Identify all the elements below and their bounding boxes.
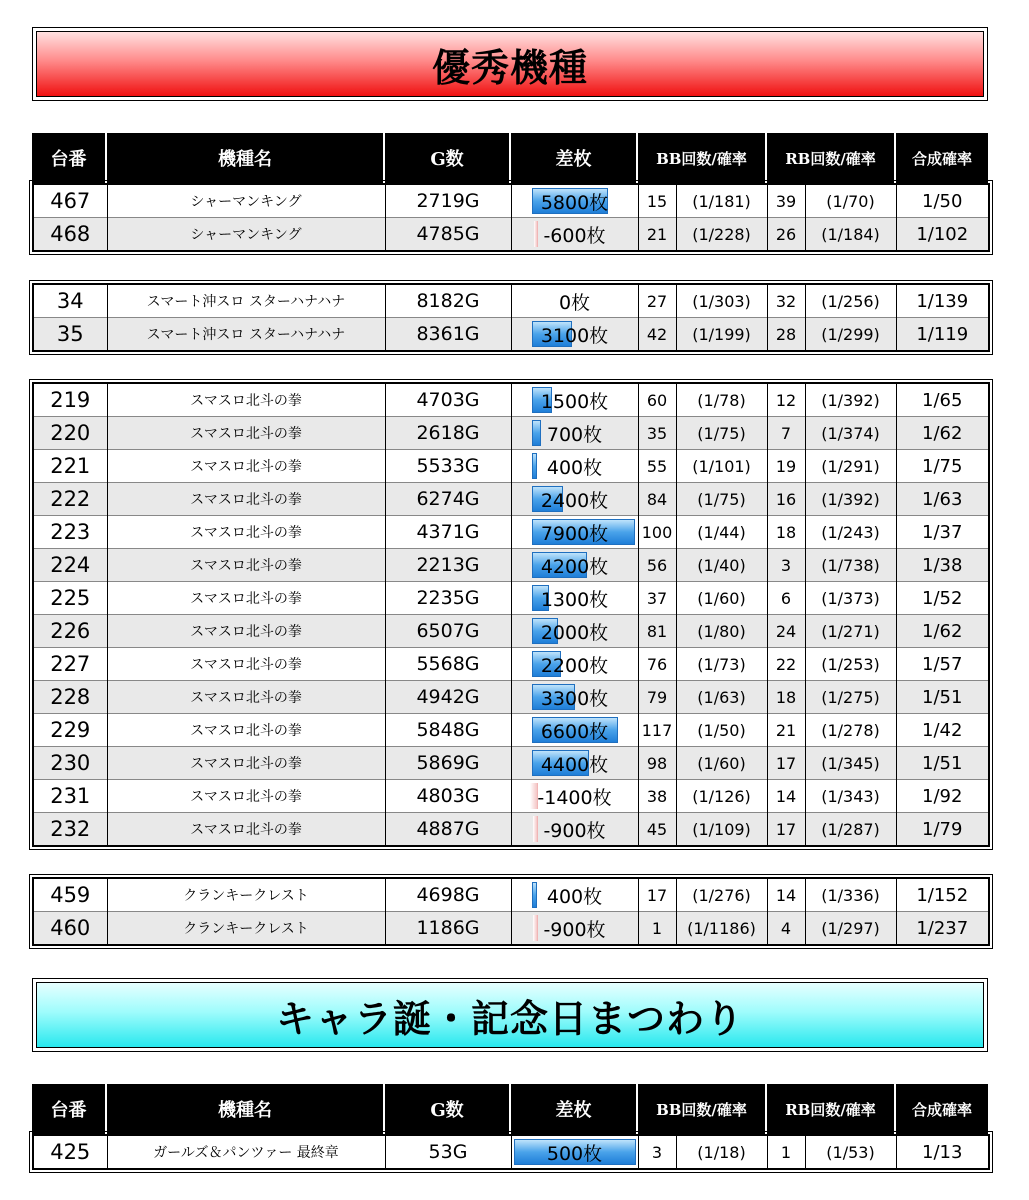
bb-count: 38 <box>638 780 676 813</box>
game-count: 5869G <box>385 747 511 780</box>
table-row <box>33 681 989 714</box>
bb-count: 42 <box>638 318 676 352</box>
bb-count: 21 <box>638 218 676 252</box>
bb-probability: (1/44) <box>676 516 767 549</box>
bb-count: 60 <box>638 383 676 417</box>
game-count: 4371G <box>385 516 511 549</box>
table-row <box>33 549 989 582</box>
bb-probability: (1/181) <box>676 184 767 218</box>
coin-difference-cell <box>511 417 638 450</box>
bb-count: 1 <box>638 912 676 946</box>
machine-name: スマート沖スロ スターハナハナ <box>107 284 385 318</box>
bb-probability: (1/18) <box>676 1135 767 1169</box>
rb-probability: (1/275) <box>805 681 896 714</box>
table-header <box>32 1084 988 1134</box>
machine-name: シャーマンキング <box>107 184 385 218</box>
machine-name: スマスロ北斗の拳 <box>107 648 385 681</box>
coin-difference: 0枚 <box>558 291 591 314</box>
combined-probability: 1/51 <box>896 747 989 780</box>
rb-count: 18 <box>767 681 805 714</box>
table-row <box>33 747 989 780</box>
rb-probability: (1/343) <box>805 780 896 813</box>
rb-count: 32 <box>767 284 805 318</box>
section-title: キャラ誕・記念日まつわり <box>275 996 744 1041</box>
coin-difference-cell <box>511 648 638 681</box>
combined-probability: 1/237 <box>896 912 989 946</box>
section-title: 優秀機種 <box>431 45 588 90</box>
group-table <box>32 877 990 946</box>
rb-count: 24 <box>767 615 805 648</box>
machine-number: 459 <box>33 878 107 912</box>
header-rb: RB回数/確率 <box>766 1084 895 1134</box>
coin-difference: 3300枚 <box>540 687 609 710</box>
machine-number: 222 <box>33 483 107 516</box>
rb-count: 21 <box>767 714 805 747</box>
game-count: 6507G <box>385 615 511 648</box>
rb-probability: (1/278) <box>805 714 896 747</box>
coin-difference-cell <box>511 516 638 549</box>
coin-difference: 3100枚 <box>540 324 609 347</box>
table-row <box>33 780 989 813</box>
game-count: 8182G <box>385 284 511 318</box>
section-banner-chara-birthday <box>32 978 988 1052</box>
rb-count: 4 <box>767 912 805 946</box>
machine-number: 225 <box>33 582 107 615</box>
rb-count: 14 <box>767 780 805 813</box>
table-row <box>33 1135 989 1169</box>
machine-name: シャーマンキング <box>107 218 385 252</box>
coin-difference-cell <box>511 218 638 252</box>
coin-difference-cell <box>511 284 638 318</box>
bb-probability: (1/50) <box>676 714 767 747</box>
combined-probability: 1/51 <box>896 681 989 714</box>
positive-diff-bar <box>532 882 537 908</box>
game-count: 4887G <box>385 813 511 847</box>
header-num: 台番 <box>32 1084 106 1134</box>
table-row <box>33 284 989 318</box>
bb-probability: (1/75) <box>676 417 767 450</box>
combined-probability: 1/62 <box>896 615 989 648</box>
bb-count: 100 <box>638 516 676 549</box>
coin-difference: 5800枚 <box>540 191 609 214</box>
bb-count: 79 <box>638 681 676 714</box>
rb-count: 39 <box>767 184 805 218</box>
bb-count: 76 <box>638 648 676 681</box>
machine-number: 468 <box>33 218 107 252</box>
bb-probability: (1/40) <box>676 549 767 582</box>
machine-number: 223 <box>33 516 107 549</box>
rb-count: 1 <box>767 1135 805 1169</box>
rb-probability: (1/373) <box>805 582 896 615</box>
combined-probability: 1/139 <box>896 284 989 318</box>
bb-count: 84 <box>638 483 676 516</box>
bb-probability: (1/1186) <box>676 912 767 946</box>
header-diff: 差枚 <box>510 1084 637 1134</box>
rb-count: 7 <box>767 417 805 450</box>
group-table <box>32 1134 990 1170</box>
rb-count: 16 <box>767 483 805 516</box>
coin-difference: 4400枚 <box>540 753 609 776</box>
machine-name: スマスロ北斗の拳 <box>107 516 385 549</box>
rb-probability: (1/297) <box>805 912 896 946</box>
coin-difference-cell <box>511 450 638 483</box>
machine-number: 219 <box>33 383 107 417</box>
machine-number: 228 <box>33 681 107 714</box>
machine-number: 232 <box>33 813 107 847</box>
header-rb: RB回数/確率 <box>766 133 895 183</box>
rb-probability: (1/184) <box>805 218 896 252</box>
rb-count: 17 <box>767 747 805 780</box>
machine-number: 220 <box>33 417 107 450</box>
machine-name: スマスロ北斗の拳 <box>107 714 385 747</box>
header-games: G数 <box>384 1084 510 1134</box>
combined-probability: 1/79 <box>896 813 989 847</box>
machine-number: 224 <box>33 549 107 582</box>
game-count: 4803G <box>385 780 511 813</box>
game-count: 5533G <box>385 450 511 483</box>
rb-count: 19 <box>767 450 805 483</box>
machine-name: スマスロ北斗の拳 <box>107 681 385 714</box>
combined-probability: 1/92 <box>896 780 989 813</box>
bb-probability: (1/303) <box>676 284 767 318</box>
coin-difference-cell <box>511 318 638 352</box>
bb-probability: (1/126) <box>676 780 767 813</box>
game-count: 2235G <box>385 582 511 615</box>
bb-count: 37 <box>638 582 676 615</box>
group-table <box>32 183 990 252</box>
table-row <box>33 417 989 450</box>
header-games: G数 <box>384 133 510 183</box>
machine-name: ガールズ＆パンツァー 最終章 <box>107 1135 385 1169</box>
bb-probability: (1/63) <box>676 681 767 714</box>
table-row <box>33 383 989 417</box>
coin-difference: 2200枚 <box>540 654 609 677</box>
table-row <box>33 582 989 615</box>
game-count: 2213G <box>385 549 511 582</box>
game-count: 53G <box>385 1135 511 1169</box>
header-name: 機種名 <box>106 1084 384 1134</box>
coin-difference-cell <box>511 681 638 714</box>
rb-probability: (1/53) <box>805 1135 896 1169</box>
rb-count: 3 <box>767 549 805 582</box>
bb-count: 3 <box>638 1135 676 1169</box>
combined-probability: 1/42 <box>896 714 989 747</box>
coin-difference-cell <box>511 184 638 218</box>
header-name: 機種名 <box>106 133 384 183</box>
rb-probability: (1/392) <box>805 383 896 417</box>
bb-probability: (1/73) <box>676 648 767 681</box>
rb-count: 22 <box>767 648 805 681</box>
machine-number: 231 <box>33 780 107 813</box>
machine-name: スマート沖スロ スターハナハナ <box>107 318 385 352</box>
coin-difference: -900枚 <box>543 819 606 842</box>
combined-probability: 1/65 <box>896 383 989 417</box>
rb-probability: (1/70) <box>805 184 896 218</box>
table-row <box>33 648 989 681</box>
coin-difference: 2000枚 <box>540 621 609 644</box>
rb-probability: (1/256) <box>805 284 896 318</box>
machine-number: 467 <box>33 184 107 218</box>
machine-name: スマスロ北斗の拳 <box>107 615 385 648</box>
machine-name: スマスロ北斗の拳 <box>107 549 385 582</box>
rb-probability: (1/299) <box>805 318 896 352</box>
group-table <box>32 382 990 847</box>
bb-probability: (1/109) <box>676 813 767 847</box>
coin-difference: 6600枚 <box>540 720 609 743</box>
coin-difference-cell <box>511 878 638 912</box>
table-row <box>33 714 989 747</box>
coin-difference-cell <box>511 383 638 417</box>
machine-name: スマスロ北斗の拳 <box>107 747 385 780</box>
coin-difference-cell <box>511 1135 638 1169</box>
coin-difference: -600枚 <box>543 224 606 247</box>
machine-name: スマスロ北斗の拳 <box>107 483 385 516</box>
negative-diff-bar <box>534 221 538 247</box>
machine-name: クランキークレスト <box>107 912 385 946</box>
bb-count: 17 <box>638 878 676 912</box>
bb-probability: (1/101) <box>676 450 767 483</box>
game-count: 4703G <box>385 383 511 417</box>
bb-probability: (1/80) <box>676 615 767 648</box>
bb-count: 81 <box>638 615 676 648</box>
combined-probability: 1/119 <box>896 318 989 352</box>
combined-probability: 1/63 <box>896 483 989 516</box>
bb-count: 56 <box>638 549 676 582</box>
positive-diff-bar <box>532 453 537 479</box>
table-header <box>32 133 988 183</box>
bb-count: 45 <box>638 813 676 847</box>
coin-difference-cell <box>511 483 638 516</box>
rb-probability: (1/374) <box>805 417 896 450</box>
coin-difference-cell <box>511 912 638 946</box>
rb-probability: (1/287) <box>805 813 896 847</box>
negative-diff-bar <box>533 915 538 941</box>
bb-count: 98 <box>638 747 676 780</box>
combined-probability: 1/38 <box>896 549 989 582</box>
section-banner-excellent <box>32 27 988 101</box>
machine-name: クランキークレスト <box>107 878 385 912</box>
machine-number: 227 <box>33 648 107 681</box>
combined-probability: 1/62 <box>896 417 989 450</box>
coin-difference: -1400枚 <box>537 786 612 809</box>
game-count: 5848G <box>385 714 511 747</box>
bb-probability: (1/60) <box>676 582 767 615</box>
table-row <box>33 218 989 252</box>
coin-difference-cell <box>511 549 638 582</box>
header-comb: 合成確率 <box>895 1084 988 1134</box>
game-count: 4785G <box>385 218 511 252</box>
game-count: 6274G <box>385 483 511 516</box>
bb-probability: (1/228) <box>676 218 767 252</box>
table-row <box>33 450 989 483</box>
coin-difference: -900枚 <box>543 918 606 941</box>
header-num: 台番 <box>32 133 106 183</box>
coin-difference-cell <box>511 780 638 813</box>
machine-name: スマスロ北斗の拳 <box>107 582 385 615</box>
bb-count: 117 <box>638 714 676 747</box>
game-count: 4698G <box>385 878 511 912</box>
combined-probability: 1/13 <box>896 1135 989 1169</box>
coin-difference: 400枚 <box>546 456 603 479</box>
rb-count: 6 <box>767 582 805 615</box>
rb-probability: (1/392) <box>805 483 896 516</box>
coin-difference: 500枚 <box>546 1142 603 1165</box>
machine-number: 229 <box>33 714 107 747</box>
rb-count: 12 <box>767 383 805 417</box>
rb-probability: (1/253) <box>805 648 896 681</box>
machine-number: 226 <box>33 615 107 648</box>
table-row <box>33 516 989 549</box>
positive-diff-bar <box>532 420 541 446</box>
machine-number: 230 <box>33 747 107 780</box>
coin-difference-cell <box>511 747 638 780</box>
rb-count: 17 <box>767 813 805 847</box>
coin-difference: 4200枚 <box>540 555 609 578</box>
rb-probability: (1/243) <box>805 516 896 549</box>
game-count: 2719G <box>385 184 511 218</box>
machine-number: 35 <box>33 318 107 352</box>
bb-probability: (1/60) <box>676 747 767 780</box>
rb-probability: (1/271) <box>805 615 896 648</box>
combined-probability: 1/50 <box>896 184 989 218</box>
game-count: 4942G <box>385 681 511 714</box>
combined-probability: 1/75 <box>896 450 989 483</box>
coin-difference-cell <box>511 615 638 648</box>
table-row <box>33 912 989 946</box>
rb-count: 14 <box>767 878 805 912</box>
header-bb: BB回数/確率 <box>637 1084 766 1134</box>
table-row <box>33 483 989 516</box>
bb-probability: (1/78) <box>676 383 767 417</box>
bb-count: 15 <box>638 184 676 218</box>
game-count: 8361G <box>385 318 511 352</box>
combined-probability: 1/52 <box>896 582 989 615</box>
negative-diff-bar <box>533 816 538 842</box>
bb-probability: (1/199) <box>676 318 767 352</box>
coin-difference-cell <box>511 813 638 847</box>
coin-difference: 7900枚 <box>540 522 609 545</box>
machine-number: 34 <box>33 284 107 318</box>
header-bb: BB回数/確率 <box>637 133 766 183</box>
rb-probability: (1/345) <box>805 747 896 780</box>
header-diff: 差枚 <box>510 133 637 183</box>
machine-name: スマスロ北斗の拳 <box>107 813 385 847</box>
coin-difference: 2400枚 <box>540 489 609 512</box>
header-comb: 合成確率 <box>895 133 988 183</box>
rb-count: 26 <box>767 218 805 252</box>
machine-number: 460 <box>33 912 107 946</box>
table-row <box>33 615 989 648</box>
machine-name: スマスロ北斗の拳 <box>107 383 385 417</box>
coin-difference: 400枚 <box>546 885 603 908</box>
rb-probability: (1/291) <box>805 450 896 483</box>
coin-difference-cell <box>511 582 638 615</box>
table-row <box>33 184 989 218</box>
rb-probability: (1/336) <box>805 878 896 912</box>
bb-count: 35 <box>638 417 676 450</box>
machine-name: スマスロ北斗の拳 <box>107 450 385 483</box>
game-count: 2618G <box>385 417 511 450</box>
game-count: 1186G <box>385 912 511 946</box>
bb-probability: (1/276) <box>676 878 767 912</box>
table-row <box>33 813 989 847</box>
coin-difference: 1300枚 <box>540 588 609 611</box>
machine-name: スマスロ北斗の拳 <box>107 417 385 450</box>
bb-count: 55 <box>638 450 676 483</box>
machine-number: 425 <box>33 1135 107 1169</box>
combined-probability: 1/57 <box>896 648 989 681</box>
combined-probability: 1/37 <box>896 516 989 549</box>
table-row <box>33 878 989 912</box>
rb-count: 18 <box>767 516 805 549</box>
group-table <box>32 283 990 352</box>
machine-name: スマスロ北斗の拳 <box>107 780 385 813</box>
rb-count: 28 <box>767 318 805 352</box>
bb-probability: (1/75) <box>676 483 767 516</box>
coin-difference: 700枚 <box>546 423 603 446</box>
coin-difference: 1500枚 <box>540 390 609 413</box>
machine-number: 221 <box>33 450 107 483</box>
game-count: 5568G <box>385 648 511 681</box>
table-row <box>33 318 989 352</box>
bb-count: 27 <box>638 284 676 318</box>
combined-probability: 1/152 <box>896 878 989 912</box>
combined-probability: 1/102 <box>896 218 989 252</box>
rb-probability: (1/738) <box>805 549 896 582</box>
coin-difference-cell <box>511 714 638 747</box>
